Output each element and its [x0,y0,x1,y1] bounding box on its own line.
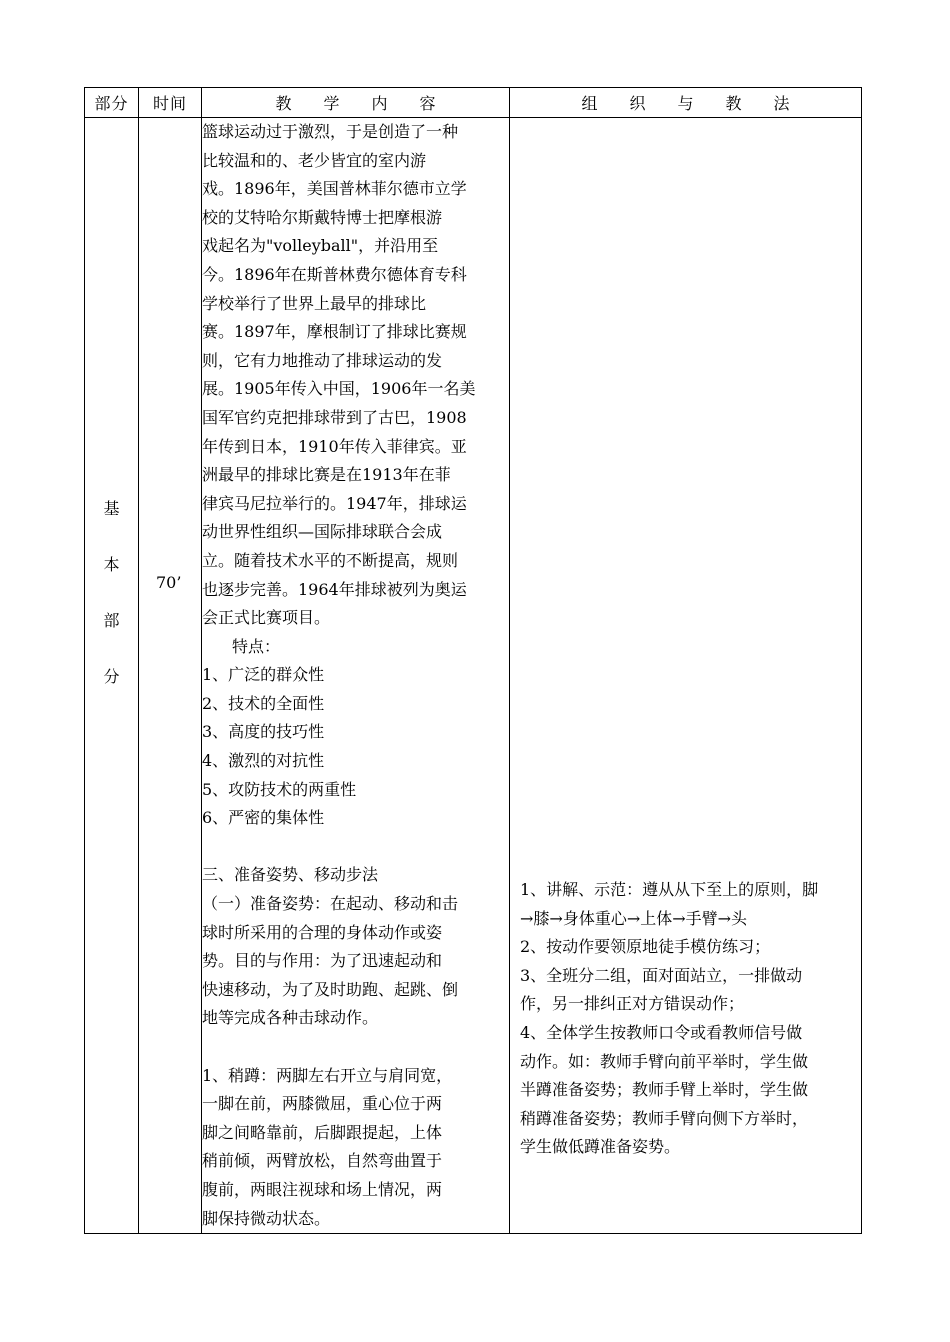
feature-item: 5、攻防技术的两重性 [202,779,357,799]
spacer [202,1033,509,1062]
content-line: 学校举行了世界上最早的排球比 [202,293,427,313]
feature-item: 4、激烈的对抗性 [202,751,325,771]
method-line: 4、全体学生按教师口令或看教师信号做 [520,1022,803,1042]
content-line: 律宾马尼拉举行的。1947年，排球运 [202,493,467,513]
section-line: 球时所采用的合理的身体动作或姿 [202,922,443,942]
feature-item: 6、严密的集体性 [202,808,325,828]
feature-item: 2、技术的全面性 [202,693,325,713]
body-row [85,118,862,1234]
header-row [85,88,862,118]
part-char: 基 [103,499,120,518]
section-title: 三、准备姿势、移动步法 [202,865,379,885]
stance-line: 脚之间略靠前，后脚跟提起，上体 [202,1122,443,1142]
feature-item: 3、高度的技巧性 [202,722,325,742]
content-line: 动世界性组织—国际排球联合会成 [202,522,443,542]
content-line: 赛。1897年，摩根制订了排球比赛规 [202,322,467,342]
time-cell [139,118,202,1234]
method-text [520,876,855,1162]
time-value: 70’ [156,573,182,592]
method-line: 2、按动作要领原地徒手模仿练习； [520,937,771,957]
method-line: 动作。如：教师手臂向前平举时，学生做 [520,1051,809,1071]
content-line: 今。1896年在斯普林费尔德体育专科 [202,264,467,284]
spacer [202,833,509,862]
method-line: 1、讲解、示范：遵从从下至上的原则，脚 [520,880,819,899]
content-line: 展。1905年传入中国，1906年一名美 [202,379,476,399]
content-line: 篮球运动过于激烈，于是创造了一种 [202,122,459,141]
method-line: →膝→身体重心→上体→手臂→头 [520,908,748,928]
header-method: 组 织 与 教 法 [510,88,862,118]
content-line: 立。随着技术水平的不断提高，规则 [202,550,459,570]
stance-line: 1、稍蹲：两脚左右开立与肩同宽， [202,1065,453,1085]
content-line: 戏。1896年，美国普林菲尔德市立学 [202,179,467,199]
part-char: 本 [103,555,120,574]
stance-line: 腹前，两眼注视球和场上情况，两 [202,1179,443,1199]
part-cell [85,118,139,1234]
section-line: 地等完成各种击球动作。 [202,1008,379,1028]
part-char: 分 [103,667,120,686]
features-title: 特点： [232,636,281,656]
section-line: 势。目的与作用：为了迅速起动和 [202,951,443,971]
feature-item: 1、广泛的群众性 [202,665,325,685]
section-line: （一）准备姿势：在起动、移动和击 [202,894,459,914]
section-line: 快速移动，为了及时助跑、起跳、倒 [202,979,459,999]
content-line: 洲最早的排球比赛是在1913年在菲 [202,465,451,485]
content-line: 会正式比赛项目。 [202,608,331,628]
part-char: 部 [103,611,120,630]
content-cell [202,118,510,1234]
method-line: 3、全班分二组，面对面站立，一排做动 [520,965,803,985]
stance-line: 一脚在前，两膝微屈，重心位于两 [202,1094,443,1114]
content-line: 国军官约克把排球带到了古巴，1908 [202,407,467,427]
stance-line: 脚保持微动状态。 [202,1208,331,1228]
method-cell [510,118,862,1234]
header-content: 教 学 内 容 [202,88,510,118]
part-label [85,481,138,705]
content-line: 戏起名为"volleyball"，并沿用至 [202,236,439,256]
method-line: 学生做低蹲准备姿势。 [520,1137,681,1157]
method-line: 作，另一排纠正对方错误动作； [520,994,745,1014]
content-line: 则，它有力地推动了排球运动的发 [202,350,443,370]
content-line: 比较温和的、老少皆宜的室内游 [202,150,427,170]
content-line: 也逐步完善。1964年排球被列为奥运 [202,579,467,599]
content-line: 年传到日本，1910年传入菲律宾。亚 [202,436,467,456]
stance-line: 稍前倾，两臂放松，自然弯曲置于 [202,1151,443,1171]
content-line: 校的艾特哈尔斯戴特博士把摩根游 [202,207,443,227]
header-part: 部分 [85,88,139,118]
header-time: 时间 [139,88,202,118]
lesson-plan-table [84,87,862,1234]
method-line: 半蹲准备姿势；教师手臂上举时，学生做 [520,1080,809,1100]
method-line: 稍蹲准备姿势；教师手臂向侧下方举时， [520,1108,809,1128]
